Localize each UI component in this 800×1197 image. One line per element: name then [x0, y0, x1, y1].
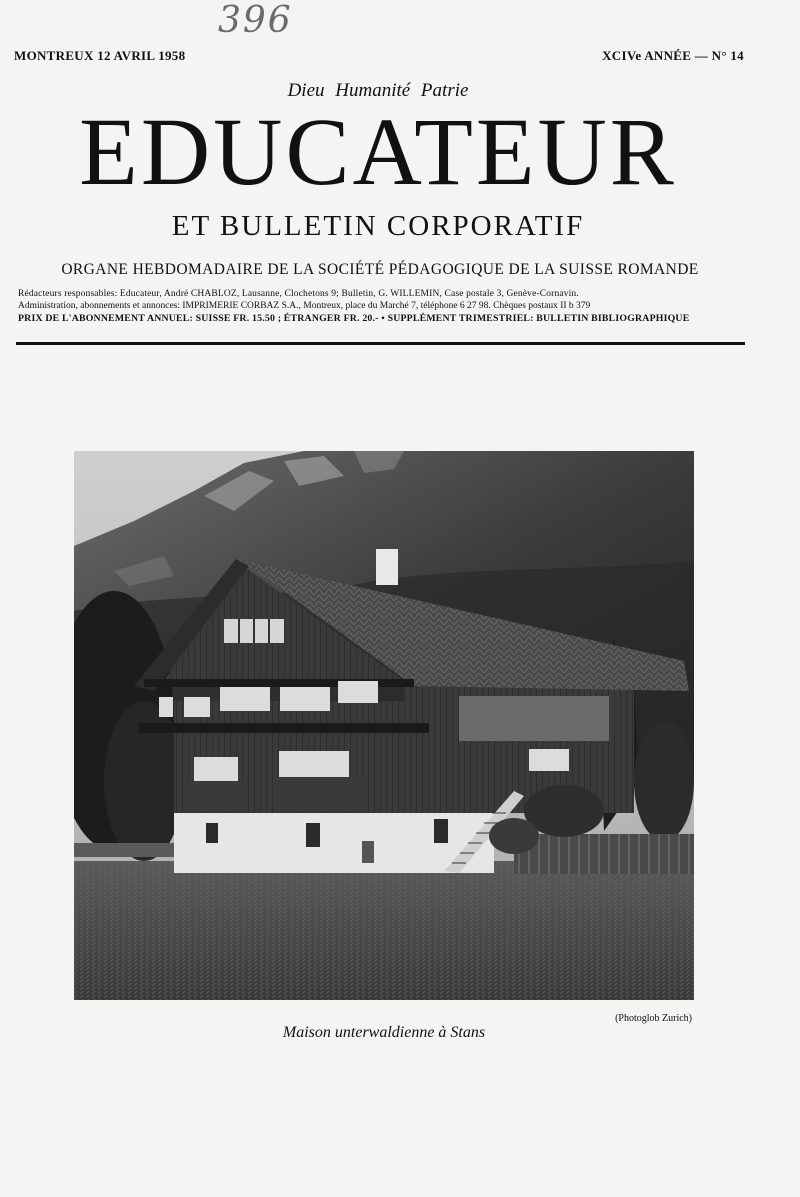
- handwritten-page-number: 396: [218, 0, 293, 41]
- administration-line: Administration, abonnements et annonces: IMPRIMERIE CORBAZ S.A., Montreux, place du Marché 7, téléphone 6 27 98. Chèques postaux II b 379: [18, 301, 591, 311]
- photo-credit: (Photoglob Zurich): [615, 1013, 692, 1024]
- motto: Dieu Humanité Patrie: [287, 80, 469, 101]
- photo-caption: Maison unterwaldienne à Stans: [282, 1024, 486, 1041]
- chalet-photograph: [74, 451, 694, 1000]
- price-line: PRIX DE L'ABONNEMENT ANNUEL: SUISSE FR. 15.50 ; ÉTRANGER FR. 20.- • SUPPLÉMENT TRIMESTRIEL: BULLETIN BIBLIOGRAPHIQUE: [18, 313, 690, 324]
- issue-number: XCIVe ANNÉE — N° 14: [602, 48, 744, 63]
- dateline: MONTREUX 12 AVRIL 1958: [14, 48, 186, 63]
- masthead-subtitle: ET BULLETIN CORPORATIF: [171, 210, 585, 242]
- header-rule: [16, 342, 745, 345]
- editors-line: Rédacteurs responsables: Educateur, André CHABLOZ, Lausanne, Clochetons 9; Bulletin, G. WILLEMIN, Case postale 3, Genève-Cornavin.: [18, 289, 579, 299]
- organe-line: ORGANE HEBDOMADAIRE DE LA SOCIÉTÉ PÉDAGOGIQUE DE LA SUISSE ROMANDE: [61, 261, 699, 278]
- masthead-title: EDUCATEUR: [79, 98, 677, 205]
